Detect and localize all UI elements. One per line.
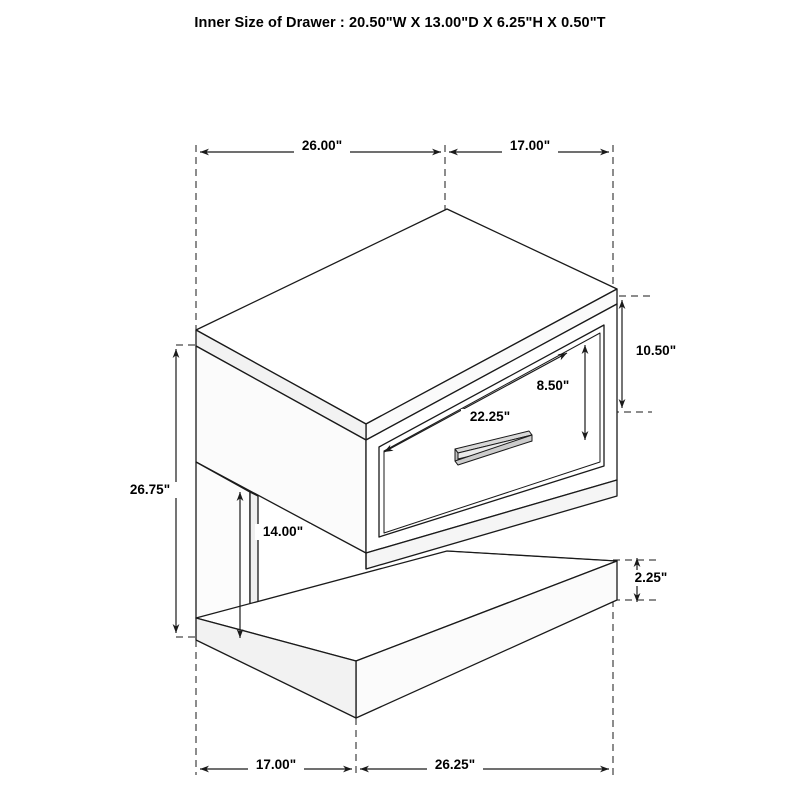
dim-label-drawer-opening-height: 8.50" bbox=[536, 378, 570, 393]
dim-label-drawer-front-width: 22.25" bbox=[469, 409, 511, 424]
dim-label-overall-height: 26.75" bbox=[129, 482, 171, 497]
dim-label-top-right-depth: 17.00" bbox=[509, 138, 551, 153]
dim-label-drawer-front-height: 10.50" bbox=[635, 343, 677, 358]
nightstand-illustration bbox=[196, 209, 617, 718]
dim-label-bottom-right-width: 26.25" bbox=[434, 757, 476, 772]
dim-label-bottom-left-depth: 17.00" bbox=[255, 757, 297, 772]
dim-label-clearance-height: 14.00" bbox=[262, 524, 304, 539]
dim-label-top-left-width: 26.00" bbox=[301, 138, 343, 153]
dim-label-base-thickness: 2.25" bbox=[634, 570, 668, 585]
page-title: Inner Size of Drawer : 20.50"W X 13.00"D X 6.25"H X 0.50"T bbox=[194, 15, 606, 31]
